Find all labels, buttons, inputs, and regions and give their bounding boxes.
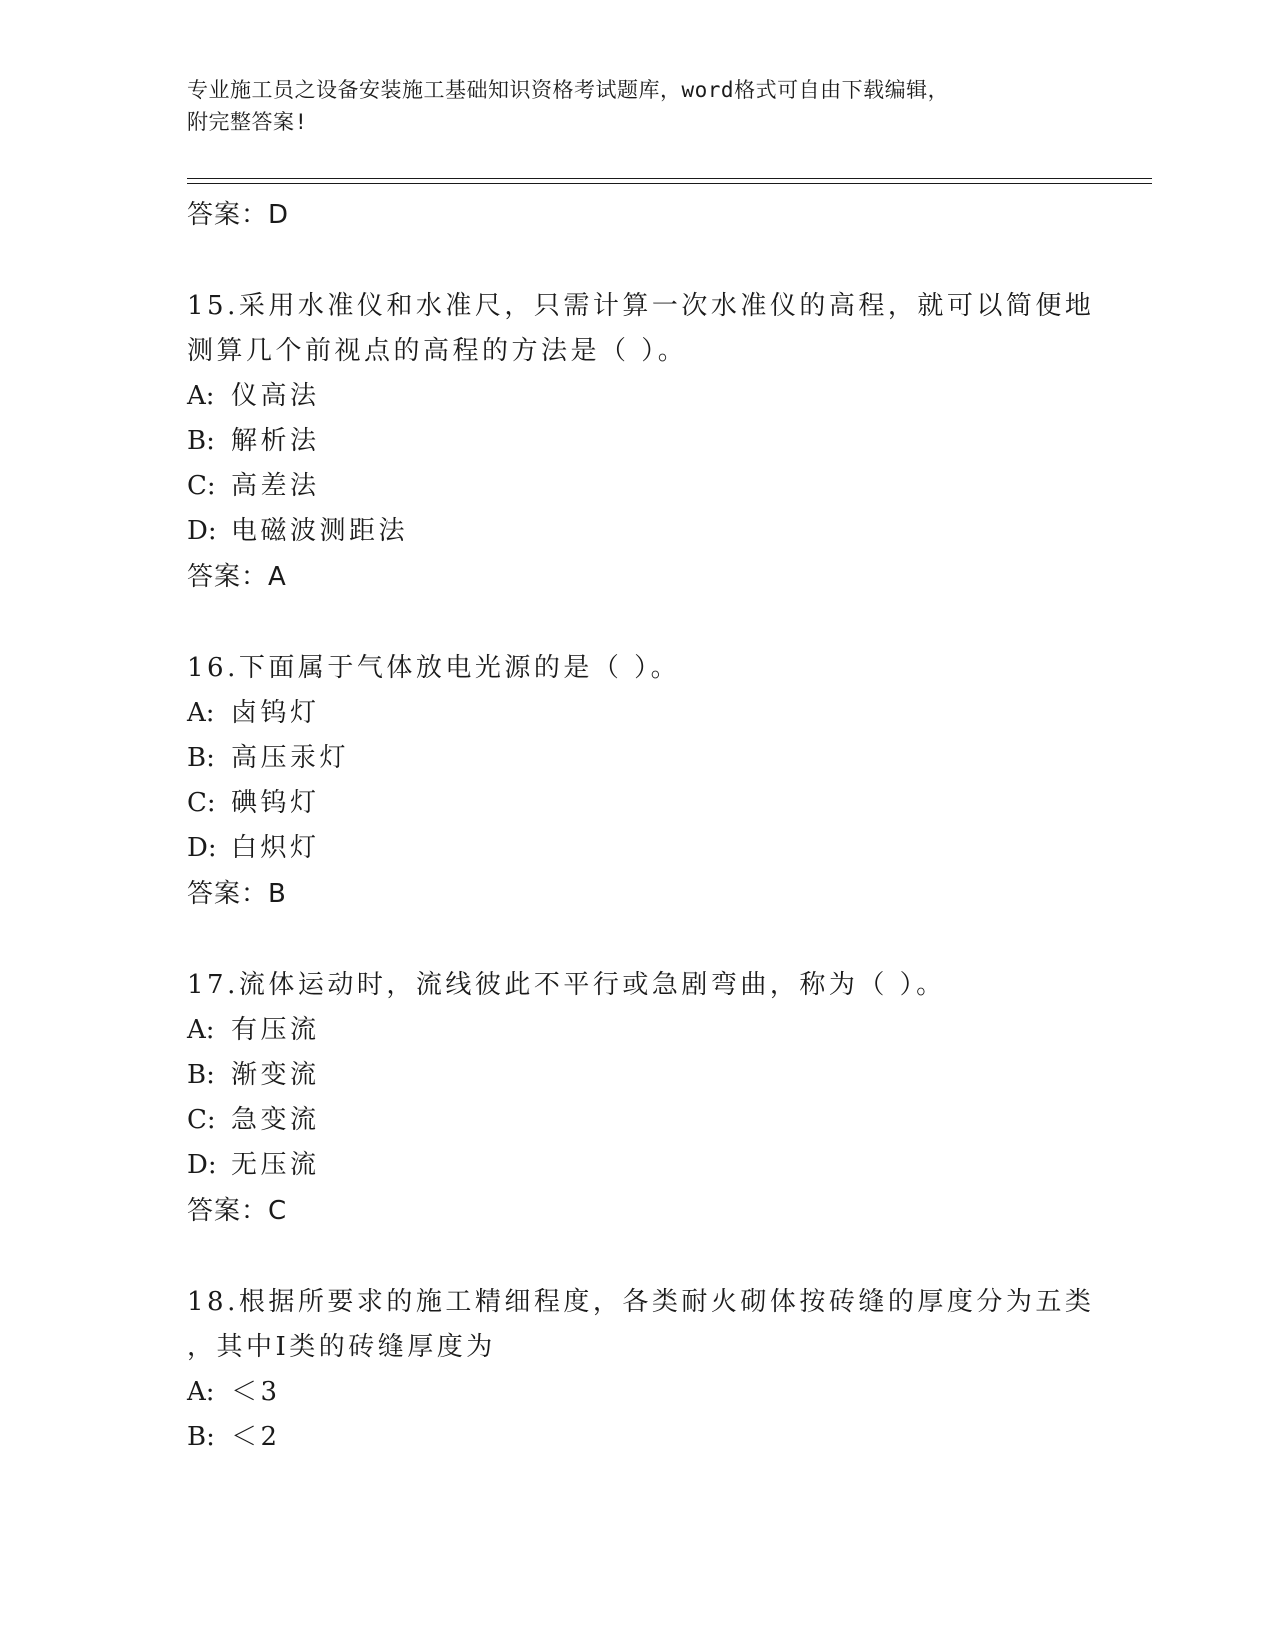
- option-key: B:: [187, 743, 215, 773]
- question-15: [187, 284, 1095, 600]
- stem-line-2: ，其中Ⅰ类的砖缝厚度为: [187, 1332, 496, 1362]
- stem-line-1: 16.下面属于气体放电光源的是（ ）。: [187, 653, 681, 683]
- spacer: [187, 917, 1087, 963]
- option-key: D:: [187, 833, 217, 863]
- option-a: [187, 374, 1087, 419]
- option-key: D:: [187, 1150, 217, 1180]
- option-key: C:: [187, 1105, 216, 1135]
- stem-line-1: 18.根据所要求的施工精细程度，各类耐火砌体按砖缝的厚度分为五类: [187, 1287, 1095, 1317]
- option-a: [187, 1370, 1087, 1415]
- option-text: 高压汞灯: [231, 743, 350, 773]
- option-text: 仪高法: [231, 381, 320, 411]
- option-b: [187, 736, 1087, 781]
- option-text: 渐变流: [231, 1060, 320, 1090]
- option-key: A:: [187, 1377, 215, 1407]
- option-text: ＜2: [231, 1422, 281, 1452]
- option-key: A:: [187, 1015, 215, 1045]
- spacer: [187, 600, 1087, 646]
- option-b: [187, 419, 1087, 464]
- question-list: [187, 192, 1095, 1460]
- option-d: [187, 509, 1087, 554]
- option-key: B:: [187, 1422, 215, 1452]
- spacer: [187, 238, 1087, 284]
- page-header: [187, 74, 1087, 138]
- question-stem: [187, 284, 1095, 374]
- header-rule-top: [187, 178, 1152, 179]
- option-text: 无压流: [231, 1150, 320, 1180]
- option-b: [187, 1415, 1087, 1460]
- option-text: 白炽灯: [231, 833, 320, 863]
- option-d: [187, 1143, 1087, 1188]
- spacer: [187, 1234, 1087, 1280]
- option-a: [187, 691, 1087, 736]
- option-text: 解析法: [231, 426, 320, 456]
- option-key: C:: [187, 788, 216, 818]
- option-text: 有压流: [231, 1015, 320, 1045]
- option-key: B:: [187, 1060, 215, 1090]
- option-text: 急变流: [231, 1105, 320, 1135]
- option-b: [187, 1053, 1087, 1098]
- option-key: D:: [187, 516, 217, 546]
- header-line-1: 专业施工员之设备安装施工基础知识资格考试题库，word格式可自由下载编辑，: [187, 78, 950, 102]
- previous-answer: 答案：D: [187, 200, 290, 230]
- option-key: A:: [187, 698, 215, 728]
- answer-line: 答案：B: [187, 879, 287, 909]
- answer-line: 答案：C: [187, 1196, 288, 1226]
- option-c: [187, 464, 1087, 509]
- question-stem: [187, 963, 1087, 1008]
- option-key: B:: [187, 426, 215, 456]
- option-text: ＜3: [231, 1377, 281, 1407]
- option-text: 电磁波测距法: [231, 516, 409, 546]
- question-16: [187, 646, 1087, 917]
- stem-line-1: 15.采用水准仪和水准尺，只需计算一次水准仪的高程，就可以简便地: [187, 291, 1095, 321]
- option-c: [187, 781, 1087, 826]
- option-text: 碘钨灯: [231, 788, 320, 818]
- question-stem: [187, 1280, 1095, 1370]
- question-18: [187, 1280, 1095, 1460]
- option-key: A:: [187, 381, 215, 411]
- option-c: [187, 1098, 1087, 1143]
- header-rule-bottom: [187, 183, 1152, 184]
- answer-line: 答案：A: [187, 562, 287, 592]
- question-17: [187, 963, 1087, 1234]
- question-stem: [187, 646, 1087, 691]
- stem-line-1: 17.流体运动时，流线彼此不平行或急剧弯曲，称为（ ）。: [187, 970, 946, 1000]
- option-text: 卤钨灯: [231, 698, 320, 728]
- header-line-2: 附完整答案!: [187, 110, 308, 134]
- option-text: 高差法: [231, 471, 320, 501]
- stem-line-2: 测算几个前视点的高程的方法是（ ）。: [187, 336, 688, 366]
- option-d: [187, 826, 1087, 871]
- option-key: C:: [187, 471, 216, 501]
- option-a: [187, 1008, 1087, 1053]
